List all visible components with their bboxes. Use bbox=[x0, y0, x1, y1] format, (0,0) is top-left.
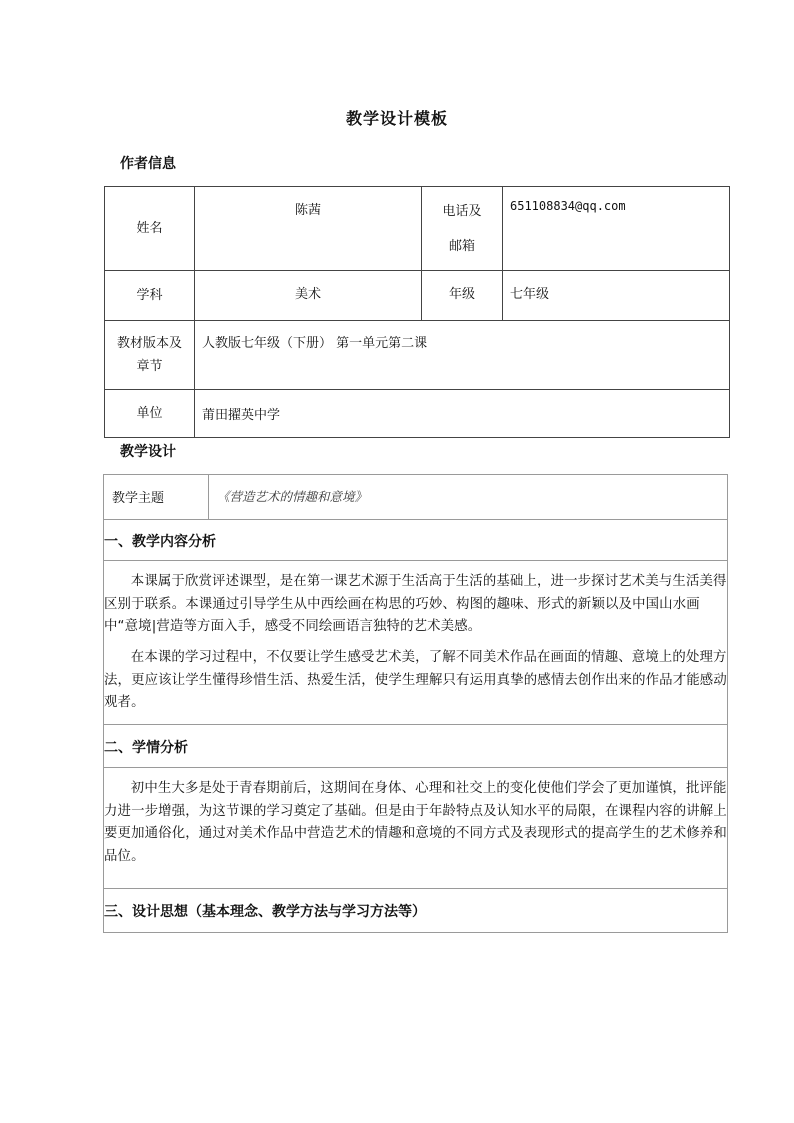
unit-value-cell bbox=[195, 390, 730, 438]
subject-row bbox=[105, 271, 730, 321]
name-label: 姓名 bbox=[136, 221, 163, 236]
textbook-label-line1: 教材版本及 bbox=[116, 336, 182, 351]
learner-body-row bbox=[104, 768, 727, 889]
grade-label: 年级 bbox=[448, 287, 475, 302]
subject-value-cell bbox=[195, 271, 422, 321]
author-info-table bbox=[104, 186, 730, 438]
name-value-cell bbox=[195, 187, 422, 271]
topic-divider bbox=[208, 475, 209, 519]
contact-label-line1: 电话及 bbox=[442, 203, 482, 219]
contact-label-cell bbox=[422, 187, 503, 271]
document-title: 教学设计模板 bbox=[345, 109, 448, 128]
content-body-row bbox=[104, 561, 727, 725]
learner-analysis-heading: 二、学情分析 bbox=[104, 740, 188, 756]
learner-heading-row bbox=[104, 725, 727, 768]
subject-label-cell bbox=[105, 271, 195, 321]
name-value: 陈茜 bbox=[294, 203, 321, 218]
idea-heading-row bbox=[104, 889, 727, 932]
topic-label: 教学主题 bbox=[112, 491, 165, 506]
unit-label: 单位 bbox=[136, 406, 163, 421]
textbook-label-line2: 章节 bbox=[136, 359, 163, 374]
unit-label-cell bbox=[105, 390, 195, 438]
grade-value: 七年级 bbox=[510, 287, 550, 302]
textbook-label-cell bbox=[105, 321, 195, 390]
name-row bbox=[105, 187, 730, 271]
unit-value: 莆田擢英中学 bbox=[202, 408, 281, 423]
author-info-heading: 作者信息 bbox=[120, 156, 176, 172]
textbook-value: 人教版七年级（下册） 第一单元第二课 bbox=[202, 336, 428, 351]
content-analysis-heading: 一、教学内容分析 bbox=[104, 534, 216, 550]
contact-value-cell bbox=[503, 187, 730, 271]
topic-row bbox=[104, 475, 727, 520]
design-idea-heading: 三、设计思想（基本理念、教学方法与学习方法等） bbox=[104, 904, 426, 920]
textbook-value-cell bbox=[195, 321, 730, 390]
contact-label-line2: 邮箱 bbox=[448, 238, 475, 254]
subject-label: 学科 bbox=[136, 288, 163, 303]
grade-label-cell bbox=[422, 271, 503, 321]
design-table bbox=[103, 474, 728, 933]
unit-row bbox=[105, 390, 730, 438]
content-paragraph-1: 本课属于欣赏评述课型，是在第一课艺术源于生活高于生活的基础上，进一步探讨艺术美与生活美得区别于联系。本课通过引导学生从中西绘画在构思的巧妙、构图的趣味、形式的新颖以及中国山水画中“意境|营造等方面入手，感受不同绘画语言独特的艺术美感。 bbox=[104, 574, 727, 635]
design-heading: 教学设计 bbox=[120, 444, 176, 460]
textbook-row bbox=[105, 321, 730, 390]
name-label-cell bbox=[105, 187, 195, 271]
contact-value: 651108834@qq.com bbox=[510, 199, 626, 213]
content-paragraph-2: 在本课的学习过程中，不仅要让学生感受艺术美，了解不同美术作品在画面的情趣、意境上的处理方法，更应该让学生懂得珍惜生活、热爱生活，使学生理解只有运用真挚的感情去创作出来的作品才能感动观者。 bbox=[104, 650, 727, 711]
learner-paragraph: 初中生大多是处于青春期前后，这期间在身体、心理和社交上的变化使他们学会了更加谨慎，批评能力进一步增强，为这节课的学习奠定了基础。但是由于年龄特点及认知水平的局限，在课程内容的讲解上要更加通俗化，通过对美术作品中营造艺术的情趣和意境的不同方式及表现形式的提高学生的艺术修养和品位。 bbox=[104, 781, 727, 865]
subject-value: 美术 bbox=[294, 287, 321, 302]
content-heading-row bbox=[104, 520, 727, 561]
grade-value-cell bbox=[503, 271, 730, 321]
topic-value: 《营造艺术的情趣和意境》 bbox=[217, 489, 368, 504]
